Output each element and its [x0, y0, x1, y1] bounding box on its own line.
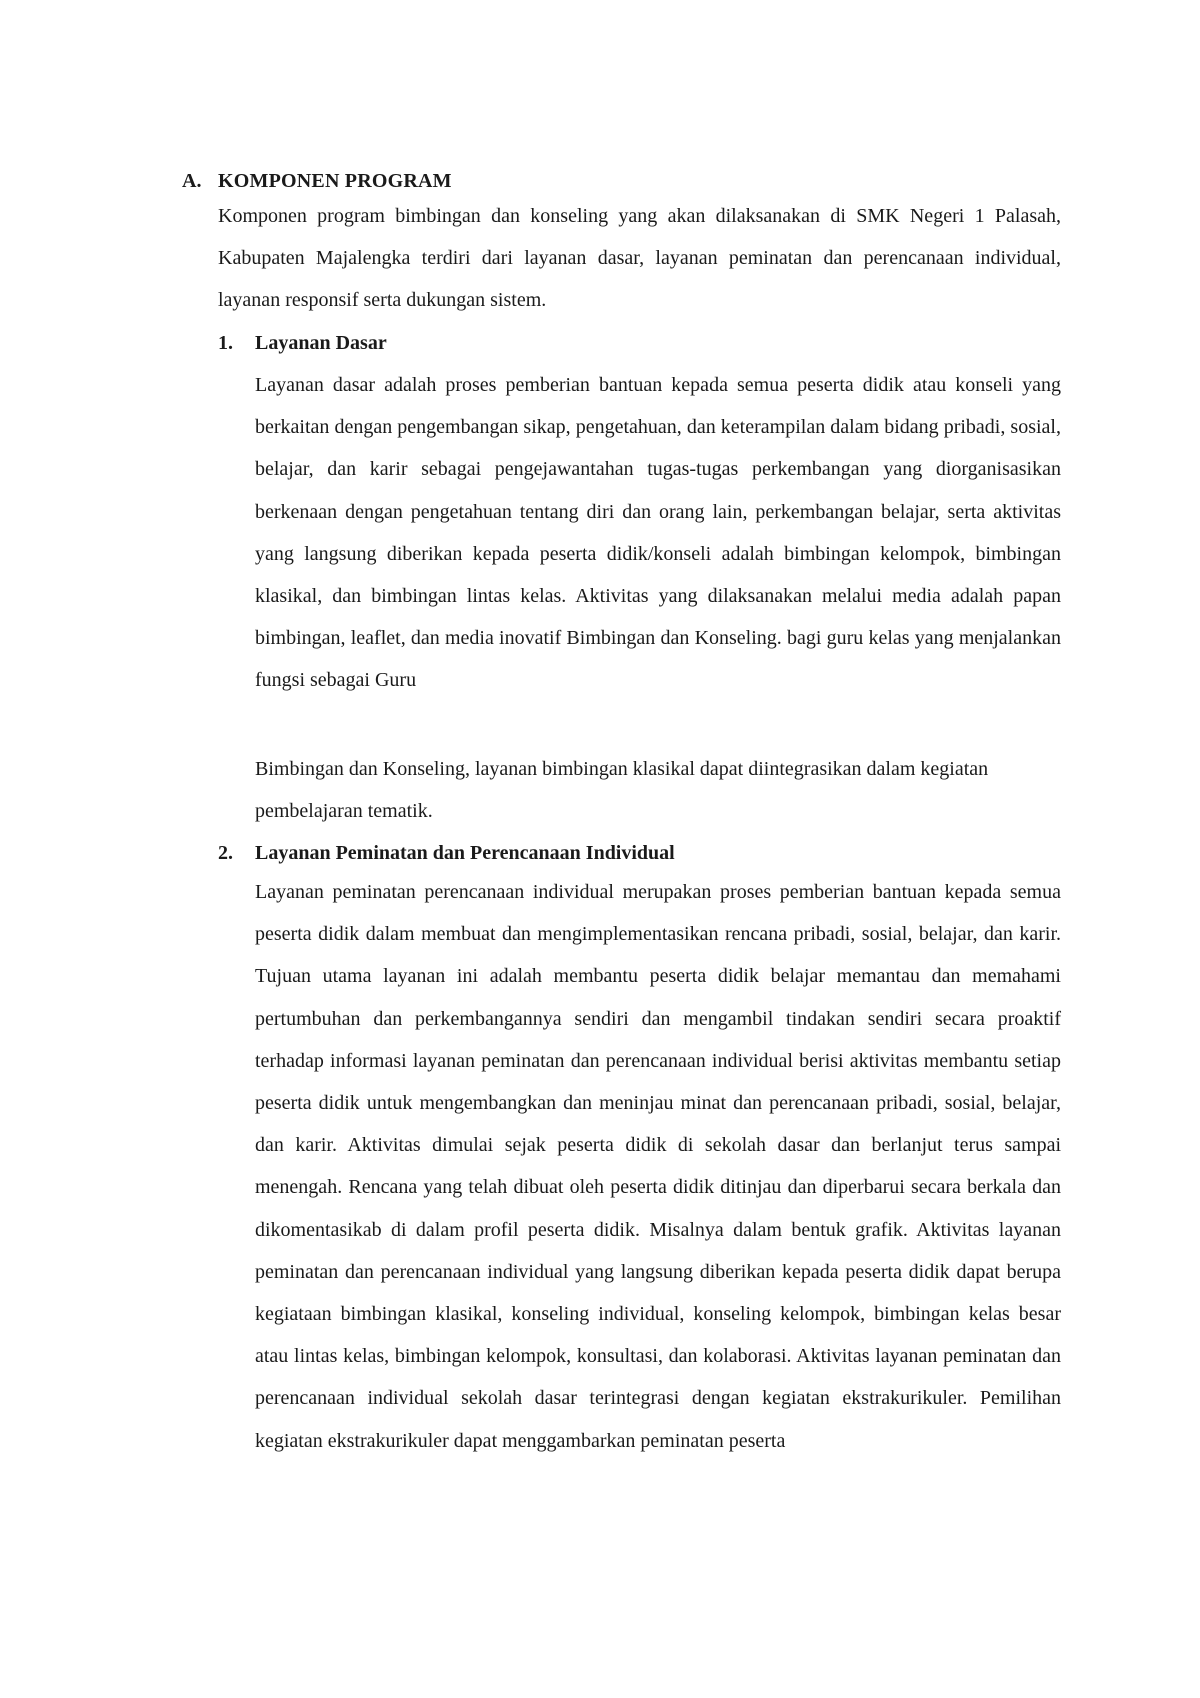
layanan-dasar-paragraph: Layanan dasar adalah proses pemberian bantuan kepada semua peserta didik atau konseli yang berkaitan dengan pengembangan sikap, pengetahuan, dan keterampilan dalam bidang pribadi, sosial, belajar, dan karir sebagai pengejawantahan tugas-tugas perkembangan yang diorganisasikan berkenaan dengan pengetahuan tentang diri dan orang lain, perkembangan belajar, serta aktivitas yang langsung diberikan kepada peserta didik/konseli adalah bimbingan kelompok, bimbingan klasikal, dan bimbingan lintas kelas. Aktivitas yang dilaksanakan melalui media adalah papan bimbingan, leaflet, dan media inovatif Bimbingan dan Konseling. bagi guru kelas yang menjalankan fungsi sebagai Guru: [255, 374, 1061, 692]
subsection-heading-layanan-peminatan: [218, 832, 1061, 874]
subsection-heading-layanan-dasar: [218, 322, 1061, 364]
layanan-peminatan-paragraph: Layanan peminatan perencanaan individual merupakan proses pemberian bantuan kepada semua peserta didik dalam membuat dan mengimplementasikan rencana pribadi, sosial, belajar, dan karir. Tujuan utama layanan ini adalah membantu peserta didik belajar memantau dan memahami pertumbuhan dan perkembangannya sendiri dan mengambil tindakan sendiri secara proaktif terhadap informasi layanan peminatan dan perencanaan individual berisi aktivitas membantu setiap peserta didik untuk mengembangkan dan meninjau minat dan perencanaan pribadi, sosial, belajar, dan karir. Aktivitas dimulai sejak peserta didik di sekolah dasar dan berlanjut terus sampai menengah. Rencana yang telah dibuat oleh peserta didik ditinjau dan diperbarui secara berkala dan dikomentasikab di dalam profil peserta didik. Misalnya dalam bentuk grafik. Aktivitas layanan peminatan dan perencanaan individual yang langsung diberikan kepada peserta didik dapat berupa kegiataan bimbingan klasikal, konseling individual, konseling kelompok, bimbingan kelas besar atau lintas kelas, bimbingan kelompok, konsultasi, dan kolaborasi. Aktivitas layanan peminatan dan perencanaan individual sekolah dasar terintegrasi dengan kegiatan ekstrakurikuler. Pemilihan kegiatan ekstrakurikuler dapat menggambarkan peminatan peserta: [255, 881, 1061, 1452]
subsection-number: 1.: [218, 332, 233, 354]
section-marker: A.: [182, 170, 202, 192]
section-title: KOMPONEN PROGRAM: [218, 170, 452, 192]
section-intro-paragraph: Komponen program bimbingan dan konseling yang akan dilaksanakan di SMK Negeri 1 Palasah, Kabupaten Majalengka terdiri dari layanan dasar, layanan peminatan dan perencanaan individual, layanan responsif serta dukungan sistem.: [218, 205, 1061, 312]
layanan-dasar-paragraph-continued: Bimbingan dan Konseling, layanan bimbingan klasikal dapat diintegrasikan dalam kegiatan pembelajaran tematik.: [255, 758, 989, 823]
subsection-title: Layanan Peminatan dan Perencanaan Individual: [255, 842, 675, 864]
subsection-title: Layanan Dasar: [255, 332, 387, 354]
subsection-number: 2.: [218, 842, 233, 864]
